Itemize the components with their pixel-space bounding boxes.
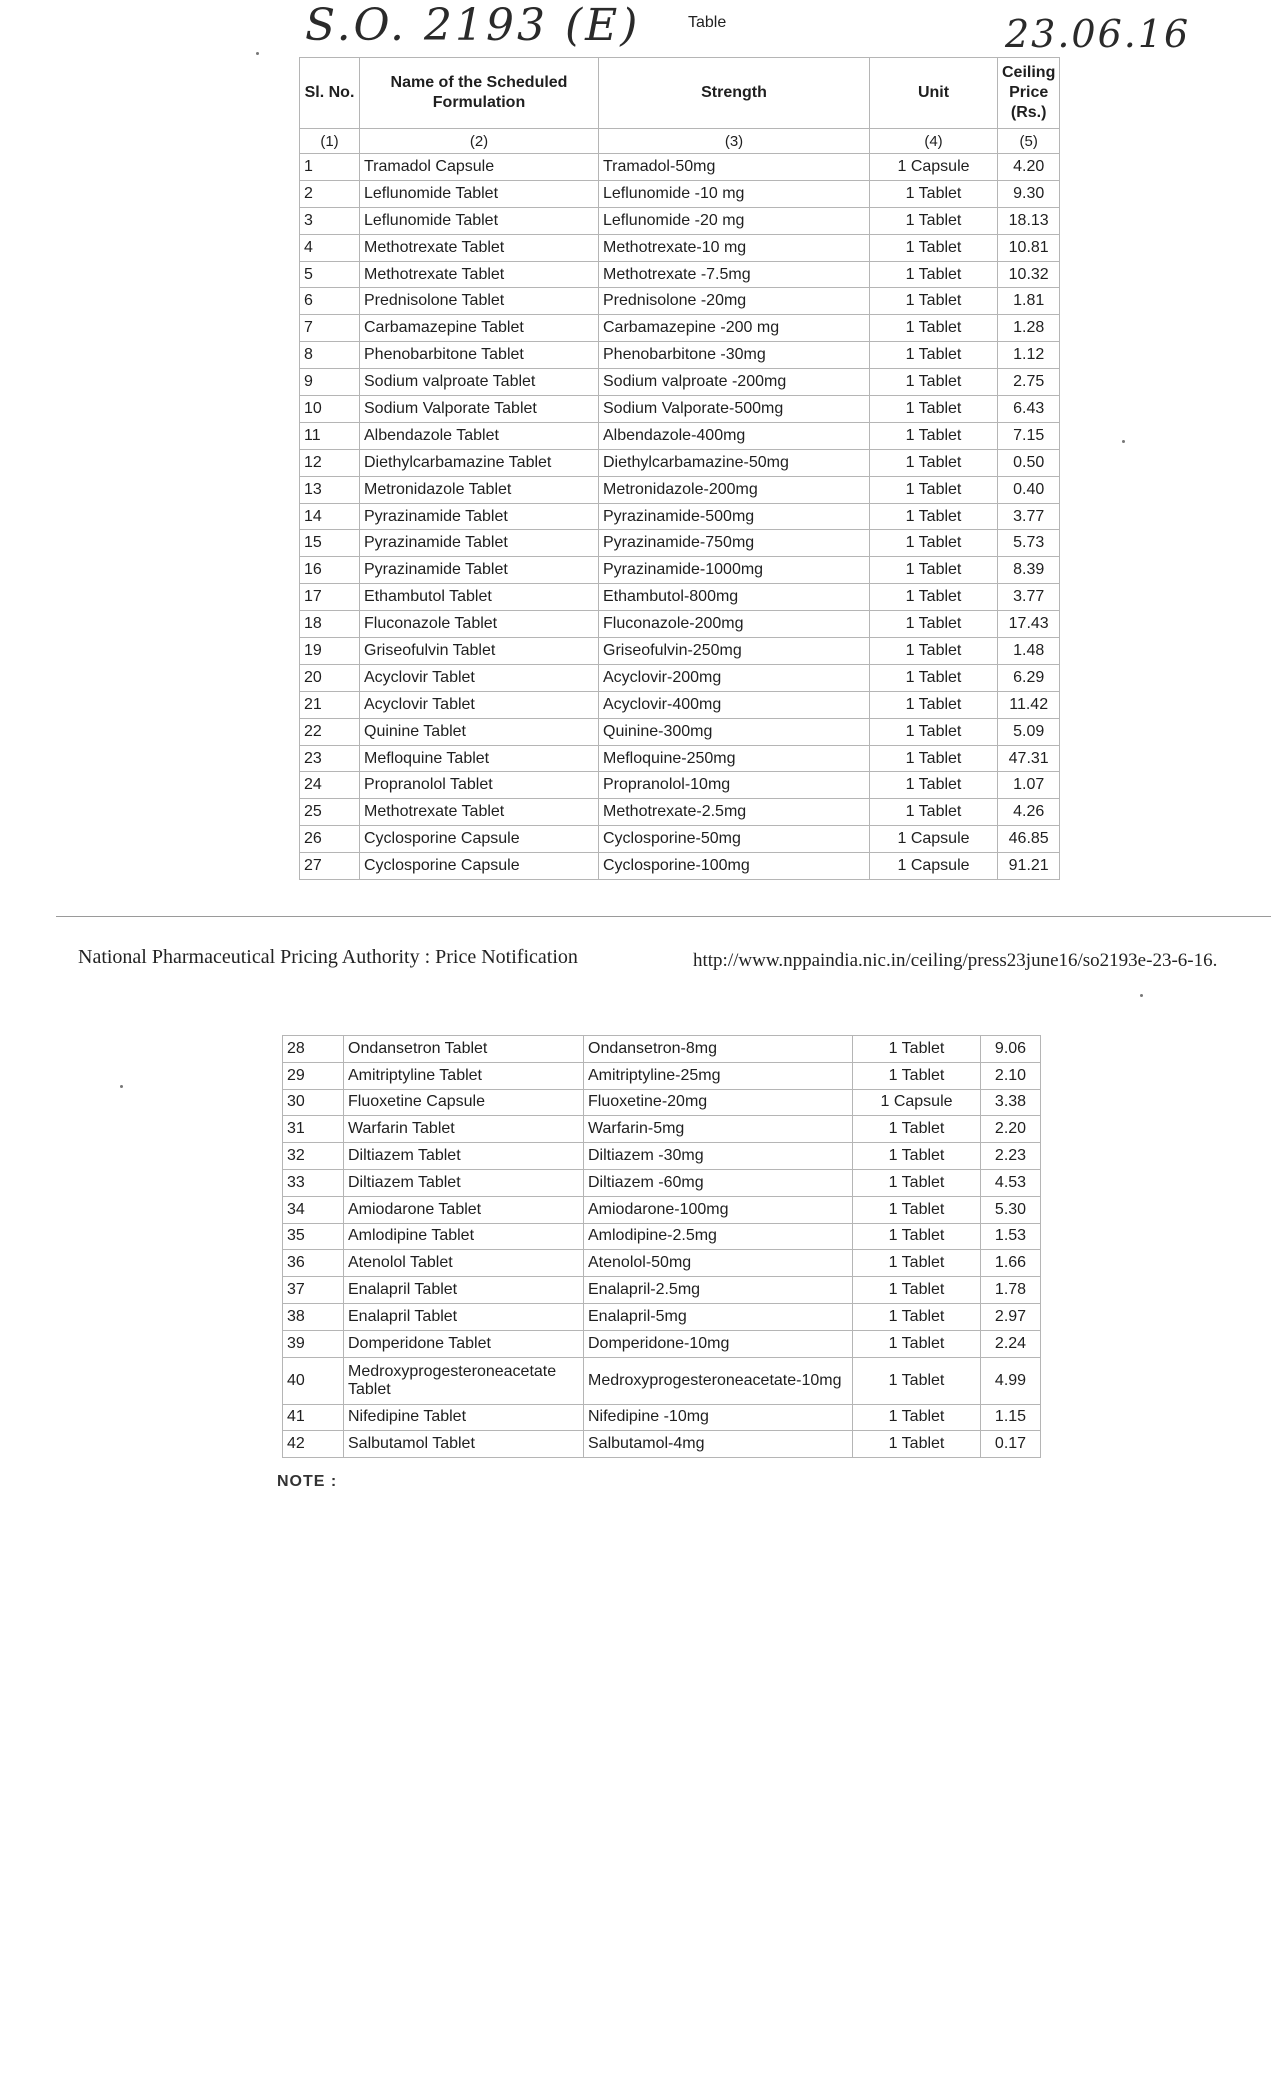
cell-formulation-name: Cyclosporine Capsule bbox=[360, 826, 599, 853]
table-row bbox=[283, 1404, 1041, 1431]
cell-unit: 1 Capsule bbox=[853, 1089, 981, 1116]
table-row bbox=[283, 1431, 1041, 1458]
cell-ceiling-price: 10.81 bbox=[998, 234, 1060, 261]
cell-strength: Acyclovir-200mg bbox=[599, 664, 870, 691]
cell-strength: Acyclovir-400mg bbox=[599, 691, 870, 718]
scan-speck bbox=[256, 52, 259, 55]
cell-strength: Carbamazepine -200 mg bbox=[599, 315, 870, 342]
cell-strength: Cyclosporine-50mg bbox=[599, 826, 870, 853]
cell-formulation-name: Quinine Tablet bbox=[360, 718, 599, 745]
cell-formulation-name: Griseofulvin Tablet bbox=[360, 638, 599, 665]
cell-ceiling-price: 2.75 bbox=[998, 369, 1060, 396]
cell-strength: Prednisolone -20mg bbox=[599, 288, 870, 315]
cell-strength: Amiodarone-100mg bbox=[584, 1196, 853, 1223]
cell-unit: 1 Tablet bbox=[853, 1223, 981, 1250]
cell-formulation-name: Salbutamol Tablet bbox=[344, 1431, 584, 1458]
cell-ceiling-price: 47.31 bbox=[998, 745, 1060, 772]
table-row bbox=[300, 745, 1060, 772]
cell-unit: 1 Tablet bbox=[870, 530, 998, 557]
table-body-part-1 bbox=[300, 154, 1060, 880]
cell-unit: 1 Capsule bbox=[870, 853, 998, 880]
column-number-row bbox=[300, 129, 1060, 154]
cell-sl-no: 38 bbox=[283, 1303, 344, 1330]
scan-speck bbox=[1140, 994, 1143, 997]
cell-strength: Warfarin-5mg bbox=[584, 1116, 853, 1143]
cell-sl-no: 22 bbox=[300, 718, 360, 745]
cell-sl-no: 40 bbox=[283, 1357, 344, 1404]
column-header-unit: Unit bbox=[870, 58, 998, 129]
cell-formulation-name: Ondansetron Tablet bbox=[344, 1036, 584, 1063]
cell-unit: 1 Tablet bbox=[870, 691, 998, 718]
cell-formulation-name: Pyrazinamide Tablet bbox=[360, 530, 599, 557]
table-row bbox=[283, 1116, 1041, 1143]
cell-ceiling-price: 1.78 bbox=[981, 1277, 1041, 1304]
cell-unit: 1 Capsule bbox=[870, 154, 998, 181]
cell-sl-no: 17 bbox=[300, 584, 360, 611]
cell-unit: 1 Tablet bbox=[870, 799, 998, 826]
cell-sl-no: 9 bbox=[300, 369, 360, 396]
cell-ceiling-price: 0.50 bbox=[998, 449, 1060, 476]
note-label: NOTE : bbox=[277, 1473, 338, 1490]
cell-strength: Enalapril-2.5mg bbox=[584, 1277, 853, 1304]
cell-formulation-name: Amiodarone Tablet bbox=[344, 1196, 584, 1223]
cell-strength: Tramadol-50mg bbox=[599, 154, 870, 181]
cell-strength: Diethylcarbamazine-50mg bbox=[599, 449, 870, 476]
table-row bbox=[300, 234, 1060, 261]
cell-sl-no: 3 bbox=[300, 207, 360, 234]
cell-ceiling-price: 1.15 bbox=[981, 1404, 1041, 1431]
cell-ceiling-price: 10.32 bbox=[998, 261, 1060, 288]
cell-unit: 1 Tablet bbox=[870, 315, 998, 342]
cell-ceiling-price: 0.40 bbox=[998, 476, 1060, 503]
cell-strength: Amlodipine-2.5mg bbox=[584, 1223, 853, 1250]
cell-sl-no: 35 bbox=[283, 1223, 344, 1250]
table-row bbox=[300, 718, 1060, 745]
cell-strength: Enalapril-5mg bbox=[584, 1303, 853, 1330]
cell-strength: Pyrazinamide-750mg bbox=[599, 530, 870, 557]
cell-strength: Methotrexate -7.5mg bbox=[599, 261, 870, 288]
cell-formulation-name: Diltiazem Tablet bbox=[344, 1169, 584, 1196]
table-header-row bbox=[300, 58, 1060, 129]
cell-unit: 1 Tablet bbox=[870, 476, 998, 503]
cell-ceiling-price: 0.17 bbox=[981, 1431, 1041, 1458]
cell-formulation-name: Amitriptyline Tablet bbox=[344, 1062, 584, 1089]
cell-unit: 1 Tablet bbox=[870, 503, 998, 530]
cell-formulation-name: Carbamazepine Tablet bbox=[360, 315, 599, 342]
table-row bbox=[283, 1196, 1041, 1223]
table-row bbox=[300, 261, 1060, 288]
cell-ceiling-price: 1.28 bbox=[998, 315, 1060, 342]
cell-unit: 1 Tablet bbox=[870, 745, 998, 772]
cell-strength: Sodium Valporate-500mg bbox=[599, 396, 870, 423]
cell-formulation-name: Warfarin Tablet bbox=[344, 1116, 584, 1143]
cell-formulation-name: Prednisolone Tablet bbox=[360, 288, 599, 315]
table-row bbox=[300, 584, 1060, 611]
cell-strength: Methotrexate-10 mg bbox=[599, 234, 870, 261]
cell-strength: Leflunomide -20 mg bbox=[599, 207, 870, 234]
cell-sl-no: 29 bbox=[283, 1062, 344, 1089]
table-row bbox=[300, 799, 1060, 826]
cell-unit: 1 Tablet bbox=[870, 611, 998, 638]
table-row bbox=[283, 1062, 1041, 1089]
cell-sl-no: 31 bbox=[283, 1116, 344, 1143]
cell-strength: Albendazole-400mg bbox=[599, 422, 870, 449]
table-row bbox=[300, 557, 1060, 584]
cell-sl-no: 5 bbox=[300, 261, 360, 288]
cell-sl-no: 20 bbox=[300, 664, 360, 691]
cell-ceiling-price: 8.39 bbox=[998, 557, 1060, 584]
table-row bbox=[300, 638, 1060, 665]
table-row bbox=[300, 396, 1060, 423]
cell-sl-no: 14 bbox=[300, 503, 360, 530]
cell-ceiling-price: 46.85 bbox=[998, 826, 1060, 853]
cell-formulation-name: Mefloquine Tablet bbox=[360, 745, 599, 772]
table-row bbox=[300, 772, 1060, 799]
scan-speck bbox=[120, 1085, 123, 1088]
cell-unit: 1 Tablet bbox=[870, 396, 998, 423]
cell-strength: Domperidone-10mg bbox=[584, 1330, 853, 1357]
table-row bbox=[283, 1303, 1041, 1330]
cell-formulation-name: Sodium valproate Tablet bbox=[360, 369, 599, 396]
cell-ceiling-price: 1.48 bbox=[998, 638, 1060, 665]
cell-formulation-name: Enalapril Tablet bbox=[344, 1303, 584, 1330]
handwritten-date: 23.06.16 bbox=[1005, 12, 1191, 56]
table-row bbox=[283, 1330, 1041, 1357]
cell-unit: 1 Tablet bbox=[870, 772, 998, 799]
cell-strength: Atenolol-50mg bbox=[584, 1250, 853, 1277]
cell-ceiling-price: 6.43 bbox=[998, 396, 1060, 423]
cell-ceiling-price: 91.21 bbox=[998, 853, 1060, 880]
cell-formulation-name: Acyclovir Tablet bbox=[360, 664, 599, 691]
cell-unit: 1 Tablet bbox=[853, 1404, 981, 1431]
table-row bbox=[283, 1089, 1041, 1116]
cell-formulation-name: Tramadol Capsule bbox=[360, 154, 599, 181]
cell-unit: 1 Tablet bbox=[870, 369, 998, 396]
cell-strength: Sodium valproate -200mg bbox=[599, 369, 870, 396]
cell-formulation-name: Leflunomide Tablet bbox=[360, 180, 599, 207]
cell-unit: 1 Tablet bbox=[870, 638, 998, 665]
cell-sl-no: 30 bbox=[283, 1089, 344, 1116]
cell-formulation-name: Fluconazole Tablet bbox=[360, 611, 599, 638]
table-row bbox=[283, 1169, 1041, 1196]
table-row bbox=[283, 1277, 1041, 1304]
cell-sl-no: 42 bbox=[283, 1431, 344, 1458]
table-row bbox=[300, 449, 1060, 476]
cell-strength: Leflunomide -10 mg bbox=[599, 180, 870, 207]
cell-unit: 1 Tablet bbox=[853, 1196, 981, 1223]
cell-sl-no: 2 bbox=[300, 180, 360, 207]
cell-strength: Medroxyprogesteroneacetate-10mg bbox=[584, 1357, 853, 1404]
cell-formulation-name: Nifedipine Tablet bbox=[344, 1404, 584, 1431]
table-row bbox=[300, 503, 1060, 530]
cell-ceiling-price: 4.26 bbox=[998, 799, 1060, 826]
column-header-name: Name of the Scheduled Formulation bbox=[360, 58, 599, 129]
cell-strength: Nifedipine -10mg bbox=[584, 1404, 853, 1431]
cell-ceiling-price: 1.66 bbox=[981, 1250, 1041, 1277]
cell-unit: 1 Tablet bbox=[853, 1062, 981, 1089]
cell-formulation-name: Phenobarbitone Tablet bbox=[360, 342, 599, 369]
table-row bbox=[300, 207, 1060, 234]
cell-ceiling-price: 2.10 bbox=[981, 1062, 1041, 1089]
cell-ceiling-price: 17.43 bbox=[998, 611, 1060, 638]
table-row bbox=[300, 853, 1060, 880]
cell-sl-no: 34 bbox=[283, 1196, 344, 1223]
table-row bbox=[300, 288, 1060, 315]
cell-ceiling-price: 3.38 bbox=[981, 1089, 1041, 1116]
cell-sl-no: 25 bbox=[300, 799, 360, 826]
cell-strength: Amitriptyline-25mg bbox=[584, 1062, 853, 1089]
cell-unit: 1 Tablet bbox=[853, 1303, 981, 1330]
cell-strength: Griseofulvin-250mg bbox=[599, 638, 870, 665]
cell-unit: 1 Tablet bbox=[870, 288, 998, 315]
cell-sl-no: 27 bbox=[300, 853, 360, 880]
cell-strength: Salbutamol-4mg bbox=[584, 1431, 853, 1458]
table-row bbox=[300, 826, 1060, 853]
cell-ceiling-price: 9.30 bbox=[998, 180, 1060, 207]
cell-formulation-name: Acyclovir Tablet bbox=[360, 691, 599, 718]
table-row bbox=[300, 180, 1060, 207]
cell-sl-no: 23 bbox=[300, 745, 360, 772]
cell-sl-no: 7 bbox=[300, 315, 360, 342]
cell-unit: 1 Tablet bbox=[870, 584, 998, 611]
cell-unit: 1 Tablet bbox=[870, 342, 998, 369]
cell-ceiling-price: 1.53 bbox=[981, 1223, 1041, 1250]
cell-ceiling-price: 1.12 bbox=[998, 342, 1060, 369]
table-row bbox=[300, 476, 1060, 503]
cell-sl-no: 26 bbox=[300, 826, 360, 853]
cell-strength: Methotrexate-2.5mg bbox=[599, 799, 870, 826]
cell-ceiling-price: 5.30 bbox=[981, 1196, 1041, 1223]
table-row bbox=[300, 530, 1060, 557]
cell-unit: 1 Tablet bbox=[853, 1143, 981, 1170]
cell-sl-no: 39 bbox=[283, 1330, 344, 1357]
cell-sl-no: 28 bbox=[283, 1036, 344, 1063]
table-row bbox=[283, 1250, 1041, 1277]
cell-formulation-name: Propranolol Tablet bbox=[360, 772, 599, 799]
cell-ceiling-price: 4.53 bbox=[981, 1169, 1041, 1196]
cell-formulation-name: Pyrazinamide Tablet bbox=[360, 503, 599, 530]
cell-strength: Fluconazole-200mg bbox=[599, 611, 870, 638]
cell-strength: Ondansetron-8mg bbox=[584, 1036, 853, 1063]
cell-sl-no: 37 bbox=[283, 1277, 344, 1304]
cell-ceiling-price: 2.23 bbox=[981, 1143, 1041, 1170]
table-row bbox=[283, 1223, 1041, 1250]
column-header-strength: Strength bbox=[599, 58, 870, 129]
cell-formulation-name: Pyrazinamide Tablet bbox=[360, 557, 599, 584]
cell-formulation-name: Sodium Valporate Tablet bbox=[360, 396, 599, 423]
cell-ceiling-price: 11.42 bbox=[998, 691, 1060, 718]
cell-unit: 1 Tablet bbox=[870, 180, 998, 207]
footer-url: http://www.nppaindia.nic.in/ceiling/press23june16/so2193e-23-6-16. bbox=[693, 950, 1218, 971]
handwritten-reference: S.O. 2193 (E) bbox=[305, 0, 641, 51]
cell-strength: Fluoxetine-20mg bbox=[584, 1089, 853, 1116]
cell-ceiling-price: 2.20 bbox=[981, 1116, 1041, 1143]
cell-sl-no: 10 bbox=[300, 396, 360, 423]
cell-strength: Metronidazole-200mg bbox=[599, 476, 870, 503]
cell-formulation-name: Domperidone Tablet bbox=[344, 1330, 584, 1357]
cell-unit: 1 Tablet bbox=[853, 1250, 981, 1277]
cell-ceiling-price: 1.81 bbox=[998, 288, 1060, 315]
cell-ceiling-price: 3.77 bbox=[998, 503, 1060, 530]
table-row bbox=[300, 342, 1060, 369]
cell-unit: 1 Tablet bbox=[853, 1277, 981, 1304]
table-row bbox=[300, 315, 1060, 342]
table-row bbox=[300, 691, 1060, 718]
cell-sl-no: 15 bbox=[300, 530, 360, 557]
column-number: (2) bbox=[360, 129, 599, 154]
cell-formulation-name: Metronidazole Tablet bbox=[360, 476, 599, 503]
cell-sl-no: 36 bbox=[283, 1250, 344, 1277]
price-table-part-2 bbox=[282, 1035, 1041, 1458]
cell-formulation-name: Enalapril Tablet bbox=[344, 1277, 584, 1304]
table-row bbox=[300, 422, 1060, 449]
table-row bbox=[283, 1036, 1041, 1063]
cell-unit: 1 Tablet bbox=[870, 664, 998, 691]
cell-sl-no: 1 bbox=[300, 154, 360, 181]
cell-strength: Pyrazinamide-500mg bbox=[599, 503, 870, 530]
cell-formulation-name: Medroxyprogesteroneacetate Tablet bbox=[344, 1357, 584, 1404]
column-number: (1) bbox=[300, 129, 360, 154]
cell-ceiling-price: 2.97 bbox=[981, 1303, 1041, 1330]
cell-formulation-name: Leflunomide Tablet bbox=[360, 207, 599, 234]
cell-unit: 1 Tablet bbox=[853, 1431, 981, 1458]
cell-sl-no: 4 bbox=[300, 234, 360, 261]
cell-formulation-name: Albendazole Tablet bbox=[360, 422, 599, 449]
cell-unit: 1 Tablet bbox=[853, 1169, 981, 1196]
table-heading: Table bbox=[688, 14, 727, 31]
cell-ceiling-price: 7.15 bbox=[998, 422, 1060, 449]
cell-unit: 1 Tablet bbox=[870, 718, 998, 745]
cell-formulation-name: Atenolol Tablet bbox=[344, 1250, 584, 1277]
cell-strength: Mefloquine-250mg bbox=[599, 745, 870, 772]
cell-sl-no: 11 bbox=[300, 422, 360, 449]
cell-sl-no: 24 bbox=[300, 772, 360, 799]
cell-ceiling-price: 18.13 bbox=[998, 207, 1060, 234]
cell-ceiling-price: 9.06 bbox=[981, 1036, 1041, 1063]
cell-ceiling-price: 5.73 bbox=[998, 530, 1060, 557]
cell-unit: 1 Capsule bbox=[870, 826, 998, 853]
cell-unit: 1 Tablet bbox=[870, 422, 998, 449]
cell-strength: Cyclosporine-100mg bbox=[599, 853, 870, 880]
cell-unit: 1 Tablet bbox=[870, 449, 998, 476]
cell-unit: 1 Tablet bbox=[853, 1116, 981, 1143]
cell-sl-no: 32 bbox=[283, 1143, 344, 1170]
cell-strength: Diltiazem -60mg bbox=[584, 1169, 853, 1196]
cell-strength: Quinine-300mg bbox=[599, 718, 870, 745]
cell-sl-no: 6 bbox=[300, 288, 360, 315]
cell-formulation-name: Diltiazem Tablet bbox=[344, 1143, 584, 1170]
cell-formulation-name: Diethylcarbamazine Tablet bbox=[360, 449, 599, 476]
page-divider bbox=[56, 916, 1271, 917]
cell-sl-no: 18 bbox=[300, 611, 360, 638]
cell-formulation-name: Ethambutol Tablet bbox=[360, 584, 599, 611]
table-row bbox=[300, 369, 1060, 396]
cell-ceiling-price: 3.77 bbox=[998, 584, 1060, 611]
cell-ceiling-price: 6.29 bbox=[998, 664, 1060, 691]
cell-formulation-name: Methotrexate Tablet bbox=[360, 799, 599, 826]
table-row bbox=[300, 154, 1060, 181]
cell-unit: 1 Tablet bbox=[853, 1330, 981, 1357]
cell-sl-no: 33 bbox=[283, 1169, 344, 1196]
cell-strength: Propranolol-10mg bbox=[599, 772, 870, 799]
cell-sl-no: 13 bbox=[300, 476, 360, 503]
table-body-part-2 bbox=[283, 1036, 1041, 1458]
cell-sl-no: 8 bbox=[300, 342, 360, 369]
cell-sl-no: 16 bbox=[300, 557, 360, 584]
cell-formulation-name: Methotrexate Tablet bbox=[360, 261, 599, 288]
cell-unit: 1 Tablet bbox=[853, 1357, 981, 1404]
cell-ceiling-price: 4.99 bbox=[981, 1357, 1041, 1404]
cell-strength: Pyrazinamide-1000mg bbox=[599, 557, 870, 584]
cell-ceiling-price: 2.24 bbox=[981, 1330, 1041, 1357]
table-row bbox=[300, 611, 1060, 638]
column-header-price: Ceiling Price (Rs.) bbox=[998, 58, 1060, 129]
cell-unit: 1 Tablet bbox=[870, 261, 998, 288]
cell-strength: Ethambutol-800mg bbox=[599, 584, 870, 611]
column-number: (5) bbox=[998, 129, 1060, 154]
column-number: (3) bbox=[599, 129, 870, 154]
cell-ceiling-price: 5.09 bbox=[998, 718, 1060, 745]
table-row bbox=[283, 1357, 1041, 1404]
column-number: (4) bbox=[870, 129, 998, 154]
cell-strength: Phenobarbitone -30mg bbox=[599, 342, 870, 369]
cell-sl-no: 19 bbox=[300, 638, 360, 665]
footer-authority: National Pharmaceutical Pricing Authority : Price Notification bbox=[78, 946, 578, 968]
price-table-part-1 bbox=[299, 57, 1060, 880]
cell-formulation-name: Methotrexate Tablet bbox=[360, 234, 599, 261]
cell-formulation-name: Cyclosporine Capsule bbox=[360, 853, 599, 880]
cell-ceiling-price: 1.07 bbox=[998, 772, 1060, 799]
cell-unit: 1 Tablet bbox=[870, 234, 998, 261]
cell-sl-no: 21 bbox=[300, 691, 360, 718]
cell-unit: 1 Tablet bbox=[870, 557, 998, 584]
cell-unit: 1 Tablet bbox=[853, 1036, 981, 1063]
cell-unit: 1 Tablet bbox=[870, 207, 998, 234]
cell-ceiling-price: 4.20 bbox=[998, 154, 1060, 181]
scan-speck bbox=[1122, 440, 1125, 443]
table-row bbox=[283, 1143, 1041, 1170]
cell-strength: Diltiazem -30mg bbox=[584, 1143, 853, 1170]
table-row bbox=[300, 664, 1060, 691]
column-header-sl-no: Sl. No. bbox=[300, 58, 360, 129]
cell-sl-no: 12 bbox=[300, 449, 360, 476]
cell-formulation-name: Amlodipine Tablet bbox=[344, 1223, 584, 1250]
cell-formulation-name: Fluoxetine Capsule bbox=[344, 1089, 584, 1116]
cell-sl-no: 41 bbox=[283, 1404, 344, 1431]
